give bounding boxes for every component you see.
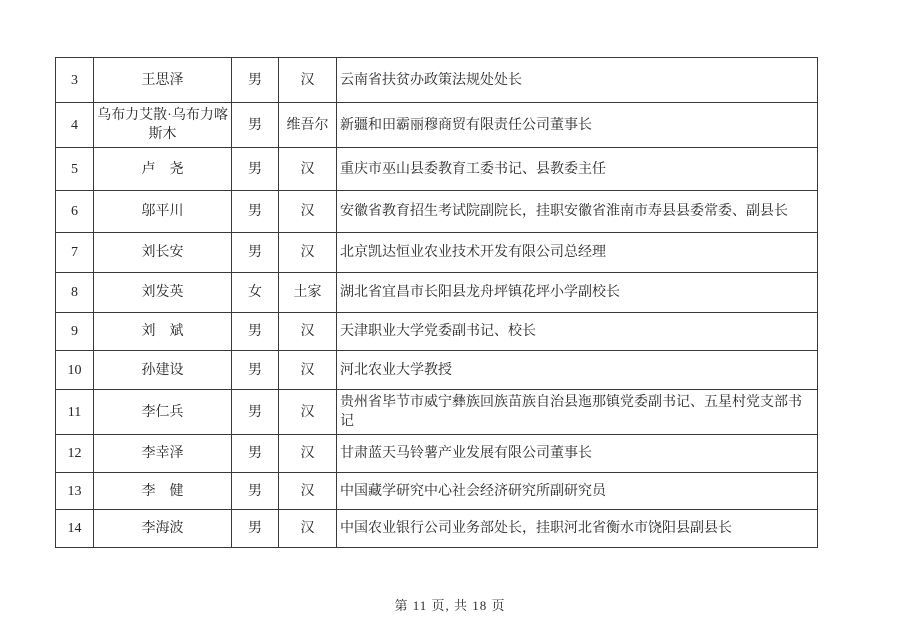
table-row xyxy=(56,191,818,233)
position-cell: 湖北省宜昌市长阳县龙舟坪镇花坪小学副校长 xyxy=(337,273,818,313)
ethnicity-cell: 汉 xyxy=(279,148,337,191)
gender-cell: 男 xyxy=(232,351,279,390)
ethnicity-cell: 土家 xyxy=(279,273,337,313)
row-number-cell: 8 xyxy=(56,273,94,313)
gender-cell: 男 xyxy=(232,233,279,273)
name-cell: 乌布力艾散·乌布力喀斯木 xyxy=(94,103,232,148)
gender-cell: 女 xyxy=(232,273,279,313)
page-indicator: 第 11 页, 共 18 页 xyxy=(394,598,506,613)
gender-cell: 男 xyxy=(232,313,279,351)
position-cell: 贵州省毕节市威宁彝族回族苗族自治县迤那镇党委副书记、五星村党支部书记 xyxy=(337,390,818,435)
row-number-cell: 12 xyxy=(56,435,94,473)
row-number-cell: 11 xyxy=(56,390,94,435)
table-row xyxy=(56,390,818,435)
name-cell: 王思泽 xyxy=(94,58,232,103)
gender-cell: 男 xyxy=(232,58,279,103)
name-cell: 李 健 xyxy=(94,473,232,510)
table-row xyxy=(56,473,818,510)
position-cell: 云南省扶贫办政策法规处处长 xyxy=(337,58,818,103)
name-cell: 刘长安 xyxy=(94,233,232,273)
name-cell: 孙建设 xyxy=(94,351,232,390)
ethnicity-cell: 汉 xyxy=(279,58,337,103)
ethnicity-cell: 汉 xyxy=(279,435,337,473)
gender-cell: 男 xyxy=(232,148,279,191)
row-number-cell: 7 xyxy=(56,233,94,273)
position-cell: 重庆市巫山县委教育工委书记、县教委主任 xyxy=(337,148,818,191)
name-cell: 卢 尧 xyxy=(94,148,232,191)
ethnicity-cell: 汉 xyxy=(279,473,337,510)
table-row xyxy=(56,233,818,273)
ethnicity-cell: 维吾尔 xyxy=(279,103,337,148)
table-row xyxy=(56,58,818,103)
position-cell: 北京凯达恒业农业技术开发有限公司总经理 xyxy=(337,233,818,273)
ethnicity-cell: 汉 xyxy=(279,191,337,233)
position-cell: 安徽省教育招生考试院副院长，挂职安徽省淮南市寿县县委常委、副县长 xyxy=(337,191,818,233)
table-row xyxy=(56,273,818,313)
row-number-cell: 4 xyxy=(56,103,94,148)
gender-cell: 男 xyxy=(232,191,279,233)
position-cell: 天津职业大学党委副书记、校长 xyxy=(337,313,818,351)
row-number-cell: 6 xyxy=(56,191,94,233)
ethnicity-cell: 汉 xyxy=(279,390,337,435)
ethnicity-cell: 汉 xyxy=(279,313,337,351)
name-cell: 李幸泽 xyxy=(94,435,232,473)
name-cell: 刘 斌 xyxy=(94,313,232,351)
roster-table xyxy=(55,57,818,548)
gender-cell: 男 xyxy=(232,510,279,548)
table-row xyxy=(56,435,818,473)
row-number-cell: 3 xyxy=(56,58,94,103)
table-row xyxy=(56,313,818,351)
gender-cell: 男 xyxy=(232,473,279,510)
name-cell: 刘发英 xyxy=(94,273,232,313)
ethnicity-cell: 汉 xyxy=(279,233,337,273)
table-row xyxy=(56,510,818,548)
position-cell: 中国藏学研究中心社会经济研究所副研究员 xyxy=(337,473,818,510)
position-cell: 甘肃蓝天马铃薯产业发展有限公司董事长 xyxy=(337,435,818,473)
row-number-cell: 10 xyxy=(56,351,94,390)
table-row xyxy=(56,351,818,390)
name-cell: 邬平川 xyxy=(94,191,232,233)
position-cell: 中国农业银行公司业务部处长，挂职河北省衡水市饶阳县副县长 xyxy=(337,510,818,548)
ethnicity-cell: 汉 xyxy=(279,351,337,390)
row-number-cell: 13 xyxy=(56,473,94,510)
row-number-cell: 14 xyxy=(56,510,94,548)
gender-cell: 男 xyxy=(232,435,279,473)
row-number-cell: 9 xyxy=(56,313,94,351)
gender-cell: 男 xyxy=(232,390,279,435)
roster-table-body xyxy=(56,58,818,548)
table-row xyxy=(56,148,818,191)
row-number-cell: 5 xyxy=(56,148,94,191)
name-cell: 李仁兵 xyxy=(94,390,232,435)
position-cell: 新疆和田霸丽穆商贸有限责任公司董事长 xyxy=(337,103,818,148)
ethnicity-cell: 汉 xyxy=(279,510,337,548)
name-cell: 李海波 xyxy=(94,510,232,548)
position-cell: 河北农业大学教授 xyxy=(337,351,818,390)
gender-cell: 男 xyxy=(232,103,279,148)
table-row xyxy=(56,103,818,148)
